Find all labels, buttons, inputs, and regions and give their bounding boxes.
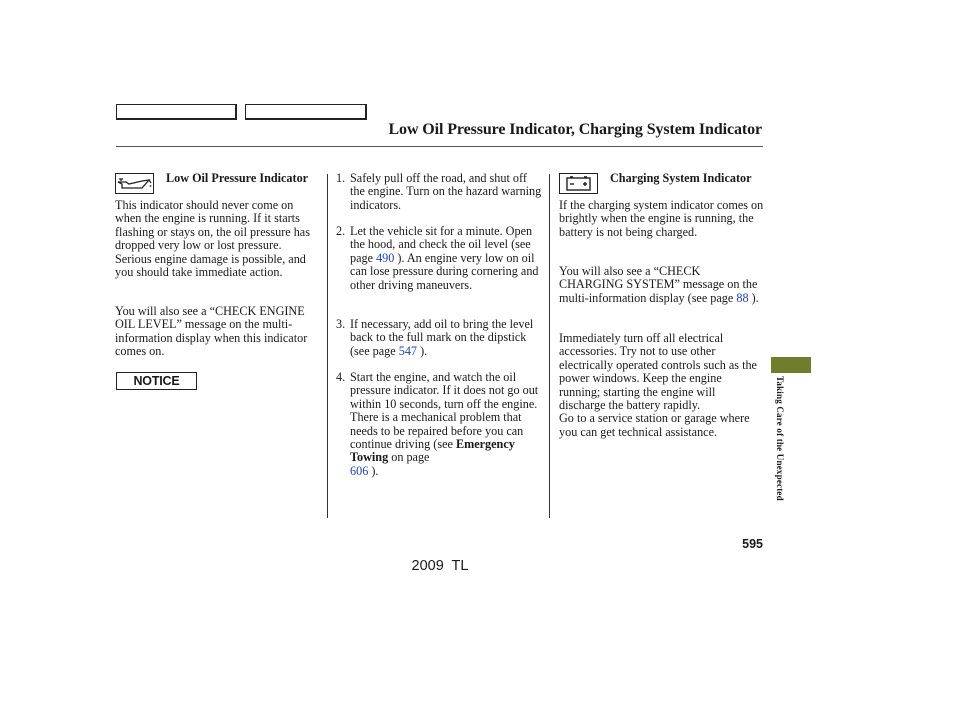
page-number: 595 [742,537,763,551]
charging-message-note: You will also see a “CHECK CHARGING SYSTEM” message on the multi-information display (see page 88 ). [559,264,759,305]
charging-instructions [559,332,764,439]
nav-button-next[interactable] [245,104,367,120]
charging-description: If the charging system indicator comes on brightly when the engine is running, the battery is not being charged. [559,198,764,239]
section-tab[interactable] [771,357,811,373]
step-item [336,371,544,478]
step-number: 4. [336,370,346,384]
page-link[interactable]: 606 [350,463,369,478]
step-number: 3. [336,317,346,331]
oil-description: This indicator should never come on when the engine is running. If it starts flashing or stays on, the oil pressure has dropped very low or lost pressure. Serious engine damage is possible, and you should take immediate action. [115,198,310,280]
step-text: If necessary, add oil to bring the level back to the full mark on the dipstick (see page 547 ). [350,317,534,358]
battery-icon [559,173,598,194]
step-item [336,225,544,292]
nav-button-previous[interactable] [116,104,237,120]
emergency-towing-ref: Emergency Towing [350,437,515,465]
step-text: Start the engine, and watch the oil pressure indicator. If it does not go out within 10 seconds, turn off the engine. There is a mechanical problem that needs to be repaired before you can continue driving (see Emergency Towing on page 606 ). [350,370,539,478]
column-divider [549,174,550,518]
oil-can-icon [115,173,154,194]
charging-action: Immediately turn off all electrical accessories. Try not to use other electrically operated controls such as the power windows. Keep the engine running; starting the engine will discharge the battery rapidly. [559,331,757,413]
title-divider [116,146,763,147]
page-link[interactable]: 490 [376,250,395,265]
page-title: Low Oil Pressure Indicator, Charging System Indicator [388,121,762,138]
page-link[interactable]: 88 [736,290,749,305]
step-number: 1. [336,171,346,185]
page-link[interactable]: 547 [398,343,418,358]
notice-label: NOTICE [116,372,197,390]
charging-system-heading: Charging System Indicator [610,171,752,185]
oil-pressure-heading: Low Oil Pressure Indicator [166,171,309,185]
step-text: Let the vehicle sit for a minute. Open the hood, and check the oil level (see page 490 ). An engine very low on oil can lose pressure during cornering and other driving maneuvers. [350,224,539,292]
column-divider [327,174,328,518]
section-tab-label: Taking Care of the Unexpected [775,376,785,501]
step-number: 2. [336,224,346,238]
model-footer: 2009 TL [411,558,469,574]
oil-message-note: You will also see a “CHECK ENGINE OIL LEVEL” message on the multi-information display when this indicator comes on. [115,304,308,359]
step-item [336,318,544,358]
step-item [336,172,544,212]
charging-assistance: Go to a service station or garage where you can get technical assistance. [559,411,750,439]
step-text: Safely pull off the road, and shut off the engine. Turn on the hazard warning indicators. [350,171,542,212]
